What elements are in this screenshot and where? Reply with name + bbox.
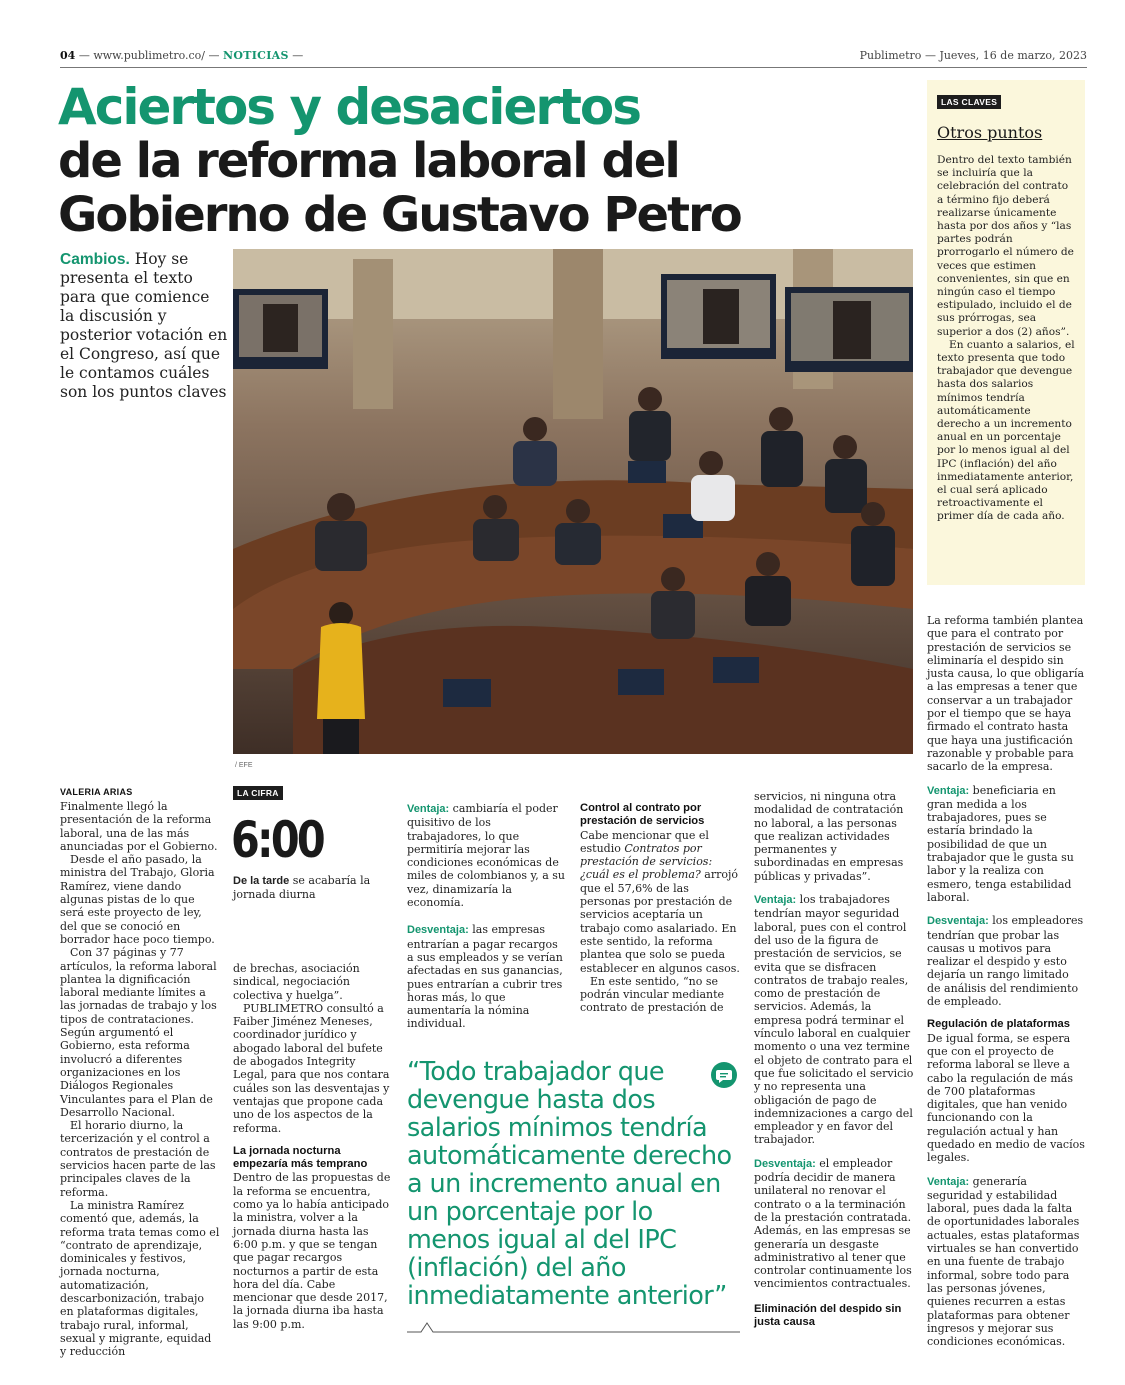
- page-number: 04: [60, 49, 76, 62]
- paragraph: En este sentido, “no se podrán vincular mediante contrato de prestación de: [580, 974, 725, 1015]
- subheading-despido: Eliminación del despido sin justa causa: [754, 1302, 902, 1328]
- paragraph: [407, 923, 567, 1030]
- ventaja-label: Ventaja:: [927, 1175, 970, 1188]
- article-column-4: [580, 802, 740, 1015]
- ventaja-text: beneficiaria en gran medida a los trabajadores, pues se estaría brindado la posibilidad de que un trabajador que le gusta su labor y la realiza con esmero, tenga estabilidad laboral.: [927, 783, 1074, 904]
- sidebar-tag: LAS CLAVES: [937, 95, 1001, 109]
- ventaja-label: Ventaja:: [407, 803, 450, 815]
- paragraph: Con 37 páginas y 77 artículos, la reforma laboral plantea la dignificación laboral mediante límites a las jornadas de trabajo y los tipos de contrataciones. Según argumentó el Gobierno, esta reforma involucró a diferentes organizaciones en los Diálogos Regionales Vinculantes para el Plan de Desarrollo Nacional.: [60, 946, 217, 1119]
- headline-line-1: Aciertos y desaciertos: [58, 78, 641, 136]
- paragraph: El horario diurno, la tercerización y el control a contratos de prestación de servicios hacen parte de las principales claves de la reforma.: [60, 1119, 216, 1199]
- lead-paragraph: [60, 250, 228, 402]
- header-right: Publimetro — Jueves, 16 de marzo, 2023: [859, 49, 1087, 62]
- ventaja-text: generaría seguridad y estabilidad laboral, pues dada la falta de oportunidades laborales actuales, estas plataformas virtuales se han convertido en una fuente de trabajo informal, sobre todo para las personas jóvenes, quienes recurren a estas plataformas para obtener ingresos y mejorar sus condiciones económicas.: [927, 1174, 1080, 1349]
- header-left: 04 — www.publimetro.co/ — NOTICIAS —: [60, 49, 304, 62]
- la-cifra-number: 6:00: [231, 811, 323, 869]
- page-header: [60, 46, 1087, 68]
- paragraph: De igual forma, se espera que con el proyecto de reforma laboral se lleve a cabo la regulación de más de 700 plataformas digitales, que han venido funcionando con la regulación actual y han quedado en medio de vacíos legales.: [927, 1031, 1085, 1165]
- paragraph: [407, 802, 567, 909]
- subheading-control: Control al contrato por prestación de servicios: [580, 802, 705, 828]
- paragraph: [927, 784, 1085, 905]
- quote-underline: [407, 1321, 740, 1333]
- publication-name: Publimetro: [859, 49, 922, 62]
- subheading-jornada: La jornada nocturna empezaría más temprano: [233, 1144, 368, 1171]
- paragraph: PUBLIMETRO consultó a Faiber Jiménez Meneses, coordinador jurídico y abogado laboral del bufete de abogados Integrity Legal, para que nos contara cuáles son las desventajas y ventajas que propone cada uno de los aspectos de la reforma.: [233, 1001, 390, 1135]
- paragraph: [754, 1157, 914, 1291]
- subheading-plataformas: Regulación de plataformas: [927, 1018, 1070, 1031]
- congress-photo-illustration: [233, 249, 913, 754]
- desventaja-text: el empleador podría decidir de manera unilateral no renovar el contrato o a la terminación de la prestación contratada. Además, en las empresas se generaría un desgaste administrativo al tener que controlar continuamente los vencimientos contractuales.: [754, 1156, 912, 1291]
- sidebar-title: Otros puntos: [937, 123, 1043, 142]
- desventaja-label: Desventaja:: [407, 924, 469, 937]
- pull-quote-text: “Todo trabajador que devengue hasta dos salarios mínimos tendría automáticamente derecho a un incremento anual en un porcentaje por lo menos igual al del IPC (inflación) del año inmediatamente anterior”: [407, 1057, 732, 1311]
- ventaja-text: los trabajadores tendrían mayor seguridad laboral, pues con el control del uso de la figura de prestación de servicios, se evita que se disfracen contratos de trabajo reales, como de prestación de servicios. Además, la empresa podrá terminar el vínculo laboral en cualquier momento o una vez termine el objeto de contrato para el que fue solicitado el servicio y no representa una obligación de pago de indemnizaciones a cargo del empleador y en favor del trabajador.: [754, 893, 914, 1147]
- la-cifra-bold: De la tarde: [233, 875, 290, 887]
- text: Cabe mencionar que el estudio: [580, 828, 709, 855]
- sidebar-paragraph: En cuanto a salarios, el texto presenta que todo trabajador que devengue hasta dos salarios mínimos tendría automáticamente derecho a un incremento anual en un porcentaje por lo menos igual al del IPC (inflación) del año inmediatamente anterior, el cual será aplicado retroactivamente el primer día de cada año.: [937, 338, 1075, 523]
- lead-kicker: Cambios.: [60, 251, 130, 268]
- paragraph: Dentro de las propuestas de la reforma se encuentra, como ya lo había anticipado la ministra, volver a la jornada diurna hasta las 6:00 p.m. y que se tengan que pagar recargos nocturnos a partir de esta hora del día. Cabe mencionar que desde 2017, la jornada diurna iba hasta las 9:00 p.m.: [233, 1171, 391, 1331]
- desventaja-label: Desventaja:: [754, 1157, 816, 1170]
- speech-bubble-icon: [711, 1062, 737, 1088]
- ventaja-label: Ventaja:: [754, 894, 797, 907]
- paragraph: [580, 829, 740, 975]
- ventaja-label: Ventaja:: [927, 784, 970, 797]
- section-name: NOTICIAS: [223, 49, 289, 62]
- desventaja-label: Desventaja:: [927, 915, 989, 928]
- pull-quote: [407, 1058, 740, 1333]
- article-column-6: [927, 614, 1085, 1348]
- sidebar-las-claves: [927, 80, 1085, 585]
- issue-date: Jueves, 16 de marzo, 2023: [939, 49, 1087, 62]
- article-column-5: [754, 790, 914, 1329]
- site-url[interactable]: www.publimetro.co/: [93, 49, 205, 62]
- ventaja-text: cambiaría el poder quisitivo de los trabajadores, lo que permitiría mejorar las condiciones económicas de miles de colombianos y, a su vez, dinamizaría la economía.: [407, 802, 566, 910]
- congress-photo: [233, 249, 913, 754]
- paragraph: de brechas, asociación sindical, negociación colectiva y huelga”.: [233, 962, 360, 1002]
- byline: VALERIA ARIAS: [60, 787, 133, 797]
- desventaja-text: los empleadores tendrían que probar las causas u motivos para realizar el despido y esto dejaría un rango limitado de análisis del rendimiento de empleado.: [927, 914, 1084, 1009]
- paragraph: [754, 893, 914, 1147]
- article-column-1: [60, 800, 220, 1358]
- la-cifra-caption: [233, 874, 388, 902]
- headline-line-3: Gobierno de Gustavo Petro: [58, 187, 741, 243]
- sidebar-text: [937, 154, 1075, 524]
- paragraph: Desde el año pasado, la ministra del Trabajo, Gloria Ramírez, viene dando algunas pistas de lo que será este proyecto de ley, del que se conoció en borrador hace poco tiempo.: [60, 853, 215, 946]
- paragraph: La ministra Ramírez comentó que, además, la reforma trata temas como el “contrato de aprendizaje, dominicales y festivos, jornada nocturna, automatización, descarbonización, trabajo en plataformas digitales, trabajo rural, informal, sexual y migrante, equidad y reducción: [60, 1198, 220, 1359]
- article-column-3: [407, 802, 567, 1031]
- lead-text: Hoy se presenta el texto para que comience la discusión y posterior votación en el Congreso, así que le contamos cuáles son los puntos claves: [60, 250, 228, 401]
- study-title: Contratos por prestación de servicios: ¿cuál es el problema?: [580, 841, 713, 882]
- la-cifra-tag: LA CIFRA: [233, 786, 283, 800]
- desventaja-text: las empresas entrarían a pagar recargos a sus empleados y se verían afectadas en sus ganancias, pues entrarían a cubrir tres horas más, lo que aumentaría la nómina individual.: [407, 923, 563, 1031]
- article-column-2: [233, 962, 393, 1331]
- paragraph: [927, 914, 1085, 1008]
- text: arrojó que el 57,6% de las personas por prestación de servicios aceptaría un trabajo como asalariado. En este sentido, la reforma plantea que solo se pueda establecer en algunos casos.: [580, 868, 740, 975]
- paragraph: [927, 1175, 1085, 1349]
- paragraph: Finalmente llegó la presentación de la reforma laboral, una de las más anunciadas por el Gobierno.: [60, 800, 218, 853]
- paragraph: La reforma también plantea que para el contrato por prestación de servicios se eliminaría el despido sin justa causa, lo que obligaría a las empresas a tener que conservar a un trabajador por el tiempo que se haya firmado el contrato hasta que haya una justificación razonable y probable para sacarlo de la empresa.: [927, 614, 1085, 774]
- paragraph: servicios, ni ninguna otra modalidad de contratación no laboral, a las personas que realizan actividades permanentes y subordinadas en empresas públicas y privadas”.: [754, 790, 904, 883]
- sidebar-paragraph: Dentro del texto también se incluiría que la celebración del contrato a término fijo deberá realizarse únicamente hasta por dos años y “las partes podrán prorrogarlo el número de veces que estimen convenientes, sin que en ningún caso el tiempo estipulado, incluido el de sus prórrogas, sea superior a dos (2) años”.: [937, 154, 1074, 338]
- la-cifra-text: se acabaría la jornada diurna: [233, 874, 371, 901]
- headline: [58, 80, 908, 242]
- speech-bubble-glyph: [711, 1062, 737, 1088]
- headline-line-2: de la reforma laboral del: [58, 133, 679, 189]
- photo-credit: / EFE: [235, 762, 253, 769]
